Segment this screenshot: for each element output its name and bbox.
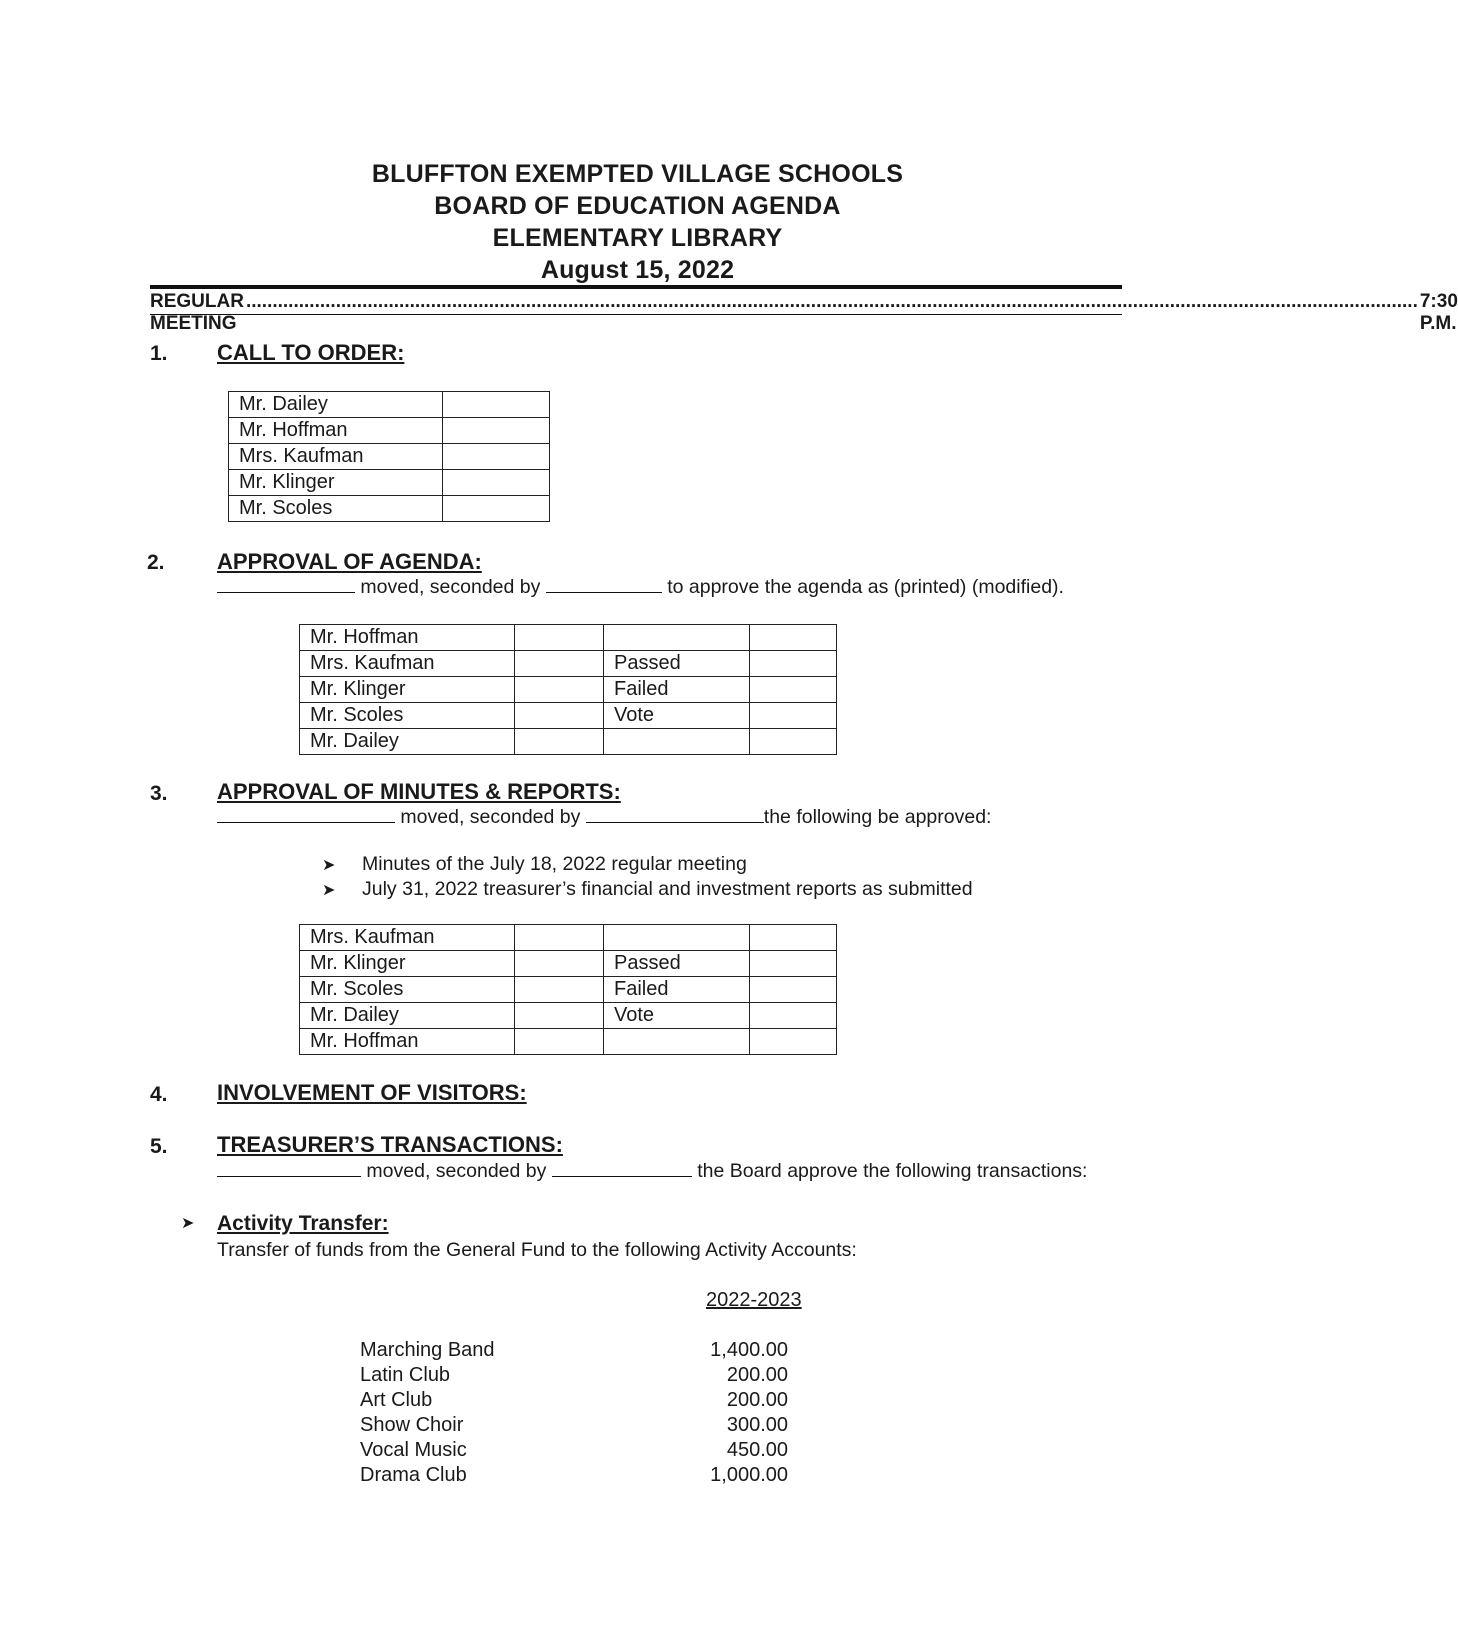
result-cell bbox=[750, 1029, 837, 1055]
bullet-text: Minutes of the July 18, 2022 regular meeting bbox=[362, 853, 747, 875]
vote-cell bbox=[515, 651, 604, 677]
result-label: Failed bbox=[604, 977, 750, 1003]
vote-cell bbox=[515, 677, 604, 703]
list-item bbox=[360, 1439, 788, 1464]
motion-line-minutes bbox=[217, 806, 991, 829]
result-cell bbox=[750, 925, 837, 951]
account-amount: 300.00 bbox=[726, 1414, 788, 1436]
seconder-blank[interactable] bbox=[546, 576, 662, 593]
list-item bbox=[360, 1364, 788, 1389]
list-item bbox=[360, 1414, 788, 1439]
year-column-header: 2022-2023 bbox=[706, 1289, 802, 1311]
account-name: Marching Band bbox=[360, 1339, 495, 1361]
result-label: Vote bbox=[604, 1003, 750, 1029]
list-item bbox=[360, 1339, 788, 1364]
table-row bbox=[300, 677, 837, 703]
section-number: 2. bbox=[147, 551, 165, 574]
section-number: 4. bbox=[150, 1083, 168, 1106]
transfer-table bbox=[360, 1339, 788, 1489]
member-name: Mr. Klinger bbox=[229, 470, 443, 496]
table-row bbox=[300, 651, 837, 677]
meeting-line bbox=[150, 291, 1458, 335]
seconder-blank[interactable] bbox=[552, 1160, 692, 1177]
table-row bbox=[229, 418, 550, 444]
mover-blank[interactable] bbox=[217, 1160, 361, 1177]
vote-cell bbox=[443, 418, 550, 444]
vote-cell bbox=[515, 729, 604, 755]
vote-cell bbox=[515, 703, 604, 729]
section-title-visitors: INVOLVEMENT OF VISITORS: bbox=[217, 1080, 527, 1105]
result-cell bbox=[750, 1003, 837, 1029]
vote-cell bbox=[443, 392, 550, 418]
table-row bbox=[300, 951, 837, 977]
list-item bbox=[360, 1464, 788, 1489]
result-cell bbox=[750, 651, 837, 677]
header-rule-bottom bbox=[150, 314, 1122, 315]
member-name: Mrs. Kaufman bbox=[229, 444, 443, 470]
section-title-approval-of-agenda: APPROVAL OF AGENDA: bbox=[217, 549, 482, 574]
result-label: Vote bbox=[604, 703, 750, 729]
motion-line-treasurer bbox=[217, 1160, 1087, 1183]
result-cell bbox=[750, 677, 837, 703]
table-row bbox=[229, 392, 550, 418]
result-label: Passed bbox=[604, 651, 750, 677]
account-name: Show Choir bbox=[360, 1414, 464, 1436]
result-label bbox=[604, 1029, 750, 1055]
vote-cell bbox=[515, 977, 604, 1003]
school-name: BLUFFTON EXEMPTED VILLAGE SCHOOLS bbox=[371, 160, 904, 188]
list-item bbox=[360, 1389, 788, 1414]
meeting-dots: .............................................................................................................................................................................................................................. bbox=[245, 291, 1418, 312]
arrow-bullet-icon: ➤ bbox=[181, 1215, 195, 1232]
table-row bbox=[300, 625, 837, 651]
motion-text: moved, seconded by bbox=[360, 576, 541, 598]
table-row bbox=[300, 925, 837, 951]
motion-text: moved, seconded by bbox=[400, 806, 581, 828]
arrow-bullet-icon: ➤ bbox=[322, 856, 336, 874]
account-amount: 450.00 bbox=[726, 1439, 788, 1461]
result-cell bbox=[750, 951, 837, 977]
section-title-minutes-reports: APPROVAL OF MINUTES & REPORTS: bbox=[217, 779, 621, 804]
section-number: 3. bbox=[150, 782, 168, 805]
member-name: Mr. Klinger bbox=[300, 677, 515, 703]
mover-blank[interactable] bbox=[217, 576, 355, 593]
vote-cell bbox=[515, 925, 604, 951]
table-row bbox=[300, 729, 837, 755]
table-row bbox=[229, 444, 550, 470]
motion-rest: to approve the agenda as (printed) (modified). bbox=[667, 576, 1064, 598]
member-name: Mrs. Kaufman bbox=[300, 651, 515, 677]
member-name: Mr. Dailey bbox=[300, 1003, 515, 1029]
section-title-treasurer: TREASURER’S TRANSACTIONS: bbox=[217, 1132, 563, 1157]
member-name: Mr. Hoffman bbox=[300, 625, 515, 651]
result-label bbox=[604, 625, 750, 651]
member-name: Mr. Scoles bbox=[300, 977, 515, 1003]
section-number: 5. bbox=[150, 1135, 168, 1158]
account-amount: 1,400.00 bbox=[710, 1339, 788, 1361]
result-label bbox=[604, 925, 750, 951]
vote-table-minutes bbox=[299, 924, 837, 1055]
section-title-call-to-order: CALL TO ORDER: bbox=[217, 340, 405, 365]
table-row bbox=[300, 977, 837, 1003]
activity-transfer-title: Activity Transfer: bbox=[217, 1212, 389, 1235]
member-name: Mr. Hoffman bbox=[229, 418, 443, 444]
list-item bbox=[322, 878, 973, 901]
table-row bbox=[300, 1029, 837, 1055]
vote-cell bbox=[515, 951, 604, 977]
account-amount: 200.00 bbox=[726, 1364, 788, 1386]
member-name: Mr. Scoles bbox=[300, 703, 515, 729]
account-amount: 1,000.00 bbox=[710, 1464, 788, 1486]
vote-cell bbox=[443, 496, 550, 522]
vote-cell bbox=[443, 470, 550, 496]
section-number: 1. bbox=[150, 342, 168, 365]
result-cell bbox=[750, 977, 837, 1003]
activity-transfer-description: Transfer of funds from the General Fund to the following Activity Accounts: bbox=[217, 1239, 857, 1261]
member-name: Mrs. Kaufman bbox=[300, 925, 515, 951]
meeting-time: 7:30 P.M. bbox=[1419, 291, 1458, 334]
mover-blank[interactable] bbox=[217, 806, 395, 823]
member-name: Mr. Scoles bbox=[229, 496, 443, 522]
account-name: Latin Club bbox=[360, 1364, 451, 1386]
vote-cell bbox=[515, 1003, 604, 1029]
account-name: Vocal Music bbox=[360, 1439, 467, 1461]
location-title: ELEMENTARY LIBRARY bbox=[492, 224, 783, 252]
list-item bbox=[322, 853, 747, 876]
motion-line-agenda bbox=[217, 576, 1064, 599]
table-row bbox=[229, 470, 550, 496]
motion-text: moved, seconded by bbox=[366, 1160, 547, 1182]
arrow-bullet-icon: ➤ bbox=[322, 881, 336, 899]
meeting-date: August 15, 2022 bbox=[540, 256, 735, 284]
account-name: Drama Club bbox=[360, 1464, 467, 1486]
vote-cell bbox=[443, 444, 550, 470]
result-cell bbox=[750, 625, 837, 651]
result-cell bbox=[750, 729, 837, 755]
bullet-text: July 31, 2022 treasurer’s financial and investment reports as submitted bbox=[362, 878, 973, 900]
result-label: Failed bbox=[604, 677, 750, 703]
member-name: Mr. Dailey bbox=[300, 729, 515, 755]
vote-cell bbox=[515, 625, 604, 651]
result-label bbox=[604, 729, 750, 755]
table-row bbox=[300, 1003, 837, 1029]
member-name: Mr. Klinger bbox=[300, 951, 515, 977]
roll-call-table bbox=[228, 391, 550, 522]
member-name: Mr. Dailey bbox=[229, 392, 443, 418]
motion-rest: the Board approve the following transactions: bbox=[697, 1160, 1088, 1182]
meeting-label: REGULAR MEETING bbox=[150, 291, 244, 334]
vote-table-agenda bbox=[299, 624, 837, 755]
result-label: Passed bbox=[604, 951, 750, 977]
header-rule-top bbox=[150, 285, 1122, 289]
account-amount: 200.00 bbox=[726, 1389, 788, 1411]
agenda-title: BOARD OF EDUCATION AGENDA bbox=[434, 192, 841, 220]
account-name: Art Club bbox=[360, 1389, 433, 1411]
seconder-blank[interactable] bbox=[586, 806, 764, 823]
table-row bbox=[229, 496, 550, 522]
vote-cell bbox=[515, 1029, 604, 1055]
table-row bbox=[300, 703, 837, 729]
member-name: Mr. Hoffman bbox=[300, 1029, 515, 1055]
motion-rest: the following be approved: bbox=[763, 806, 992, 828]
result-cell bbox=[750, 703, 837, 729]
